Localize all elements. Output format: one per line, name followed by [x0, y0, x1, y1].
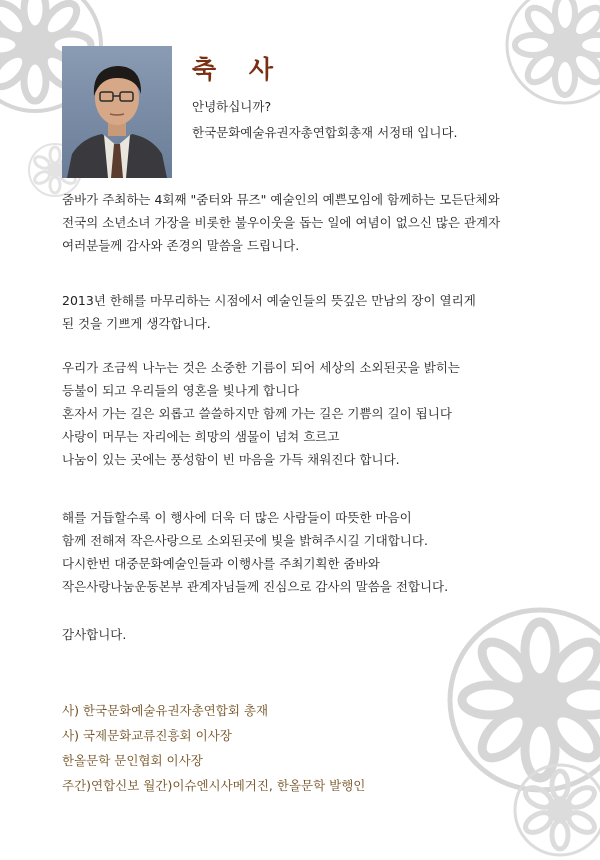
signature-line: 사) 한국문화예술유권자총연합회 총재 [62, 703, 269, 718]
ornament-top-right [500, 0, 600, 110]
text-line: 나눔이 있는 곳에는 풍성함이 빈 마음을 가득 채워진다 합니다. [62, 452, 400, 467]
paragraph [62, 188, 532, 257]
signature-block [62, 698, 365, 798]
text-line: 2013년 한해를 마무리하는 시점에서 예술인들의 뜻깊은 만남의 장이 열리게 [62, 293, 476, 308]
paragraph [62, 356, 532, 471]
text-line: 혼자서 가는 길은 외롭고 쓸쓸하지만 함께 가는 길은 기쁨의 길이 됩니다 [62, 406, 452, 421]
text-line: 줌바가 주최하는 4회째 "줌터와 뮤즈" 예술인의 예쁜모임에 함께하는 모든단체와 [62, 192, 500, 207]
person-portrait-icon [62, 46, 172, 178]
text-line: 다시한번 대중문화예술인들과 이행사를 주최기획한 줌바와 [62, 556, 380, 571]
text-line: 작은사랑나눔운동본부 관계자님들께 진심으로 감사의 말씀을 전합니다. [62, 579, 449, 594]
text-line: 등불이 되고 우리들의 영혼을 빛나게 합니다 [62, 383, 300, 398]
signature-line: 주간)연합신보 월간)이슈엔시사메거진, 한올문학 발행인 [62, 778, 366, 793]
text-line: 된 것을 기쁘게 생각합니다. [62, 316, 211, 331]
paragraph [62, 506, 532, 598]
greeting-line: 한국문화예술유권자총연합회총재 서정태 입니다. [192, 125, 458, 140]
text-line: 함께 전해져 작은사랑으로 소외된곳에 빛을 밝혀주시길 기대합니다. [62, 533, 428, 548]
text-line: 사랑이 머무는 자리에는 희망의 샘물이 넘쳐 흐르고 [62, 429, 340, 444]
paragraph [62, 289, 532, 335]
text-line: 해를 거듭할수록 이 행사에 더욱 더 많은 사람들이 따뜻한 마음이 [62, 510, 412, 525]
closing-line: 감사합니다. [62, 627, 127, 642]
page-title: 축 사 [192, 55, 286, 84]
text-line: 여러분들께 감사와 존경의 말씀을 드립니다. [62, 238, 300, 253]
paragraph [62, 623, 532, 646]
text-line: 우리가 조금씩 나누는 것은 소중한 기름이 되어 세상의 소외된곳을 밝히는 [62, 360, 461, 375]
greeting-line: 안녕하십니까? [192, 99, 272, 114]
ornament-bottom-right-small [510, 760, 600, 860]
portrait-photo [62, 46, 172, 178]
text-line: 전국의 소년소녀 가장을 비롯한 불우이웃을 돕는 일에 여념이 없으신 많은 관계자 [62, 215, 501, 230]
signature-line: 사) 국제문화교류진흥회 이사장 [62, 728, 232, 743]
signature-line: 한올문학 문인협회 이사장 [62, 753, 203, 768]
